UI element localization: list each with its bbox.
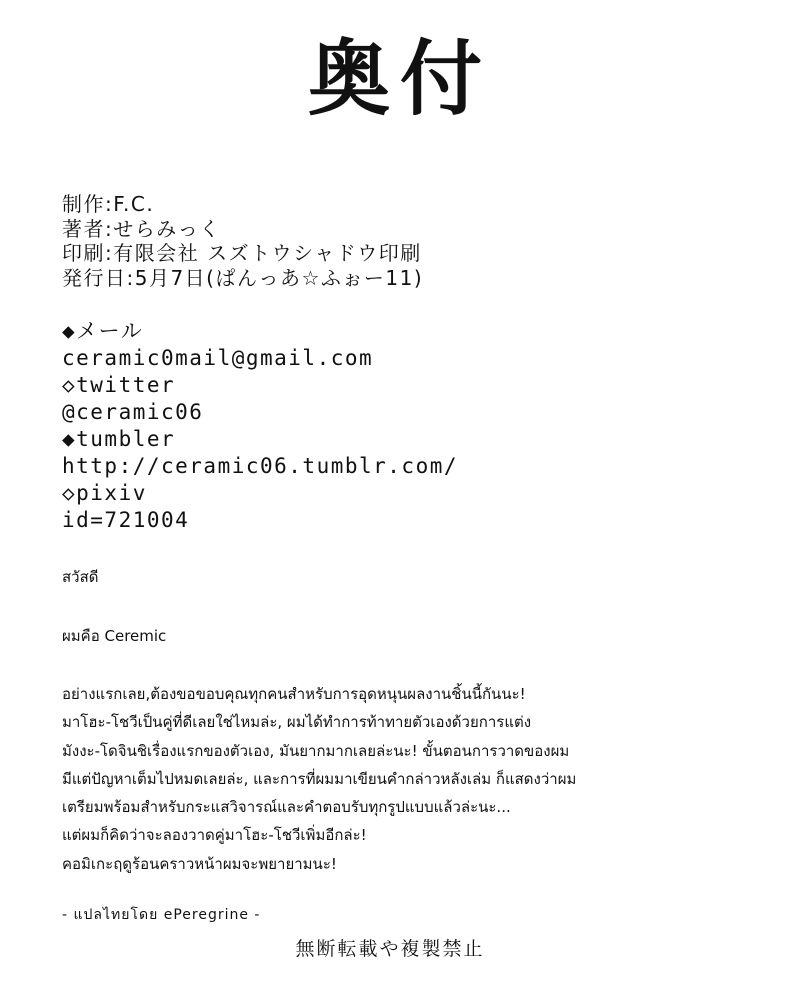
contact-block	[62, 318, 762, 534]
release-date: 発行日:5月7日(ぱんっあ☆ふぉー11)	[62, 265, 424, 290]
message-line: คอมิเกะฤดูร้อนคราวหน้าผมจะพยายามนะ!	[62, 854, 337, 873]
twitter-label: ◇twitter	[62, 373, 176, 397]
message-line: มาโฮะ-โชวีเป็นคู่ที่ดีเลยใช่ไหมล่ะ, ผมได้ทำการท้าทายตัวเองด้วยการแต่ง	[62, 713, 532, 732]
pixiv-label: ◇pixiv	[62, 481, 147, 505]
twitter-handle: @ceramic06	[62, 400, 204, 424]
tumbler-label: ◆tumbler	[62, 427, 176, 451]
pixiv-id: id=721004	[62, 508, 190, 532]
message-line: เตรียมพร้อมสำหรับกระแสวิจารณ์และคำตอบรับทุกรูปแบบแล้วล่ะนะ...	[62, 798, 511, 817]
mail-label: ◆メール	[62, 319, 144, 343]
copy-prohibition-notice	[0, 934, 800, 961]
prohibition-text: 無断転載や複製禁止	[295, 938, 485, 960]
message-line: มีแต่ปัญหาเต็มไปหมดเลยล่ะ, และการที่ผมมาเขียนคำกล่าวหลังเล่ม ก็แสดงว่าผม	[62, 769, 577, 788]
afterword-message	[62, 680, 762, 878]
greeting-text: สวัสดี	[62, 568, 99, 586]
production-credit: 制作:F.C.	[62, 192, 155, 216]
colophon-block	[62, 192, 762, 290]
author-credit: 著者:せらみっく	[62, 216, 221, 241]
message-line: แต่ผมก็คิดว่าจะลองวาดคู่มาโฮะ-โชวีเพิ่มอีกล่ะ!	[62, 826, 367, 845]
printing-credit: 印刷:有限会社 スズトウシャドウ印刷	[62, 241, 422, 265]
page-title: 奥付	[307, 32, 492, 127]
message-line: อย่างแรกเลย,ต้องขอขอบคุณทุกคนสำหรับการอุดหนุนผลงานชิ้นนี้กันนะ!	[62, 685, 526, 703]
tumbler-url: http://ceramic06.tumblr.com/	[62, 454, 459, 478]
mail-address: ceramic0mail@gmail.com	[62, 346, 374, 370]
intro-text: ผมคือ Ceremic	[62, 627, 167, 645]
message-line: มังงะ-โดจินชิเรื่องแรกของตัวเอง, มันยากมากเลยล่ะนะ! ขั้นตอนการวาดของผม	[62, 741, 570, 760]
translator-credit: - แปลไทยโดย ePeregrine -	[62, 907, 261, 923]
